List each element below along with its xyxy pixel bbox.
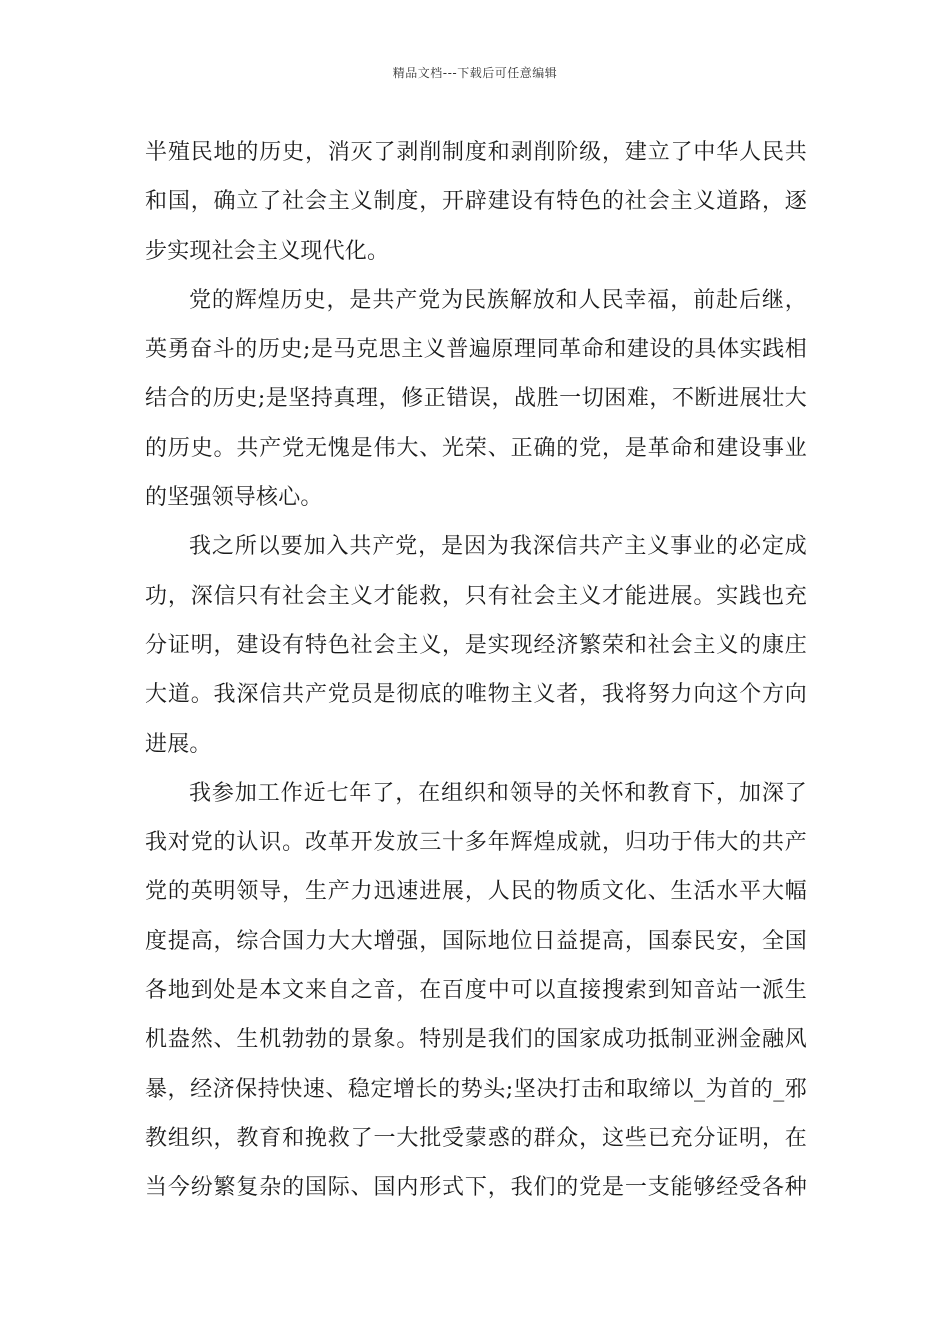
- text-line: 和国，确立了社会主义制度，开辟建设有特色的社会主义道路，逐: [145, 189, 807, 215]
- text-line: 大道。我深信共产党员是彻底的唯物主义者，我将努力向这个方向: [145, 682, 807, 708]
- text-line: 教组织，教育和挽救了一大批受蒙惑的群众，这些已充分证明，在: [145, 1125, 807, 1151]
- text-line: 功，深信只有社会主义才能救，只有社会主义才能进展。实践也充: [145, 583, 807, 609]
- body-text: [145, 128, 807, 1213]
- text-line: 结合的历史;是坚持真理，修正错误，战胜一切困难，不断进展壮大: [145, 386, 807, 412]
- text-line: 党的英明领导，生产力迅速进展，人民的物质文化、生活水平大幅: [145, 879, 807, 905]
- paragraph-first-line: 我参加工作近七年了，在组织和领导的关怀和教育下，加深了: [189, 780, 807, 806]
- text-line: 的历史。共产党无愧是伟大、光荣、正确的党，是革命和建设事业: [145, 435, 807, 461]
- paragraph-first-line: 党的辉煌历史，是共产党为民族解放和人民幸福，前赴后继，: [189, 287, 807, 313]
- text-line: 我对党的认识。改革开发放三十多年辉煌成就，归功于伟大的共产: [145, 830, 807, 856]
- text-line: 半殖民地的历史，消灭了剥削制度和剥削阶级，建立了中华人民共: [145, 140, 807, 165]
- text-line: 进展。: [145, 731, 212, 757]
- text-line: 英勇奋斗的历史;是马克思主义普遍原理同革命和建设的具体实践相: [145, 337, 807, 363]
- paragraph-first-line: 我之所以要加入共产党，是因为我深信共产主义事业的必定成: [189, 534, 807, 560]
- text-line: 度提高，综合国力大大增强，国际地位日益提高，国泰民安，全国: [145, 928, 807, 954]
- text-line: 机盎然、生机勃勃的景象。特别是我们的国家成功抵制亚洲金融风: [145, 1027, 807, 1053]
- text-line: 当今纷繁复杂的国际、国内形式下，我们的党是一支能够经受各种: [145, 1175, 807, 1201]
- text-line: 步实现社会主义现代化。: [145, 238, 390, 264]
- page-header: 精品文档---下载后可任意编辑: [392, 66, 558, 80]
- text-line: 暴，经济保持快速、稳定增长的势头;坚决打击和取缔以_为首的_邪: [145, 1076, 807, 1102]
- text-line: 的坚强领导核心。: [145, 485, 323, 511]
- text-line: 分证明，建设有特色社会主义，是实现经济繁荣和社会主义的康庄: [145, 632, 807, 658]
- text-line: 各地到处是本文来自之音，在百度中可以直接搜索到知音站一派生: [145, 978, 807, 1004]
